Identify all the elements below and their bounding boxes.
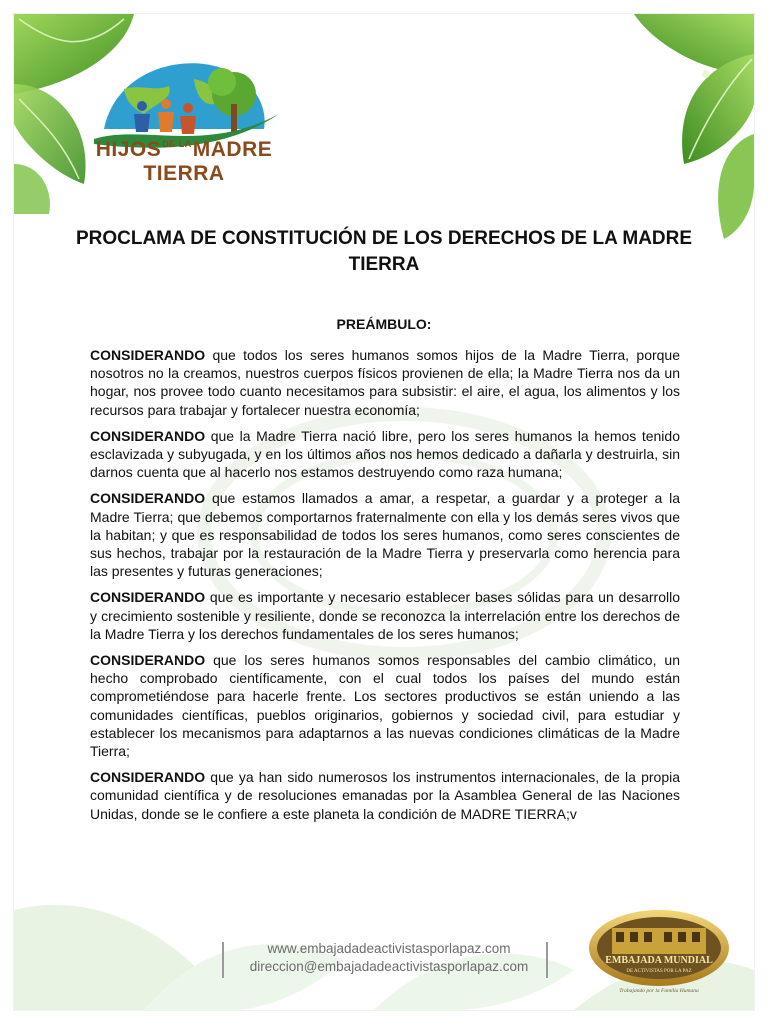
paragraph xyxy=(90,346,680,419)
paragraph xyxy=(90,588,680,643)
paragraph-lead: CONSIDERANDO xyxy=(90,652,206,669)
paragraph-lead: CONSIDERANDO xyxy=(90,490,206,507)
paragraph xyxy=(90,489,680,580)
paragraph-text: que la Madre Tierra nació libre, pero los seres humanos la hemos tenido esclavizada y subyugada, y en los últimos años nos hemos dedicado a dañarla y destruirla, sin darnos cuenta que al hacerlo nos estamos destruyendo como raza humana; xyxy=(90,427,680,481)
document-body xyxy=(90,346,680,831)
logo-wordmark xyxy=(84,138,284,186)
paragraph-text: que estamos llamados a amar, a respetar, a guardar y a proteger a la Madre Tierra; que debemos comportarnos fraternalmente con ella y los demás seres vivos que la habitan; y que es responsabilidad de todos los seres humanos, como seres conscientes de sus hechos, trabajar por la restauración de la Madre Tierra y preservarla como herencia para las presentes y futuras generaciones; xyxy=(90,490,680,580)
logo-word-hijos: HIJOS xyxy=(95,138,162,161)
paragraph-text: que es importante y necesario establecer bases sólidas para un desarrollo y crecimiento sostenible y resiliente, donde se reconozca la interrelación entre los derechos de la Madre Tierra y los derechos fundamentales de los seres humanos; xyxy=(90,589,680,642)
paragraph xyxy=(90,768,680,823)
paragraph xyxy=(90,427,680,482)
leaves-decoration-top-right xyxy=(614,14,754,244)
footer-divider-right xyxy=(546,942,548,978)
paragraph-text: que todos los seres humanos somos hijos de la Madre Tierra, porque nosotros no la creamos, nuestros cuerpos físicos provienen de ella; la Madre Tierra nos da un hogar, nos provee todo cuanto necesitamos para subsistir: el aire, el agua, los alimentos y los recursos para trabajar y fortalecer nuestra economía; xyxy=(90,347,680,418)
document-title: PROCLAMA DE CONSTITUCIÓN DE LOS DERECHOS DE LA MADRE TIERRA xyxy=(75,228,693,275)
paragraph-lead: CONSIDERANDO xyxy=(90,427,206,444)
paragraph-lead: CONSIDERANDO xyxy=(90,769,206,786)
email-link[interactable]: direccion@embajadadeactivistasporlapaz.com xyxy=(249,959,529,974)
paragraph-lead: CONSIDERANDO xyxy=(90,589,206,606)
logo-word-de-la: DE LA xyxy=(162,139,192,149)
seal-title: EMBAJADA MUNDIAL xyxy=(605,955,713,966)
seal-motto: Trabajando por la Familia Humana xyxy=(619,988,699,994)
document-page xyxy=(14,14,754,1010)
seal-subtitle: DE ACTIVISTAS POR LA PAZ xyxy=(626,969,692,974)
section-heading: PREÁMBULO: xyxy=(336,316,432,332)
paragraph xyxy=(90,651,680,760)
paragraph-text: que los seres humanos somos responsables del cambio climático, un hecho comprobado científicamente, con el cual todos los países del mundo están comprometiéndose para hacerle frente. Los sectores productivos se están uniendo a las comunidades científicas, pueblos originarios, gobiernos y sociedad civil, para estudiar y establecer los mecanismos para adaptarnos a las nuevas condiciones climáticas de la Madre Tierra; xyxy=(90,652,680,760)
embajada-mundial-seal xyxy=(584,906,734,996)
footer-contact xyxy=(224,940,554,976)
paragraph-text: que ya han sido numerosos los instrumentos internacionales, de la propia comunidad científica y de resoluciones emanadas por la Asamblea General de las Naciones Unidas, donde se le confiere a este planeta la condición de MADRE TIERRA;v xyxy=(90,769,680,822)
paragraph-lead: CONSIDERANDO xyxy=(90,347,206,363)
logo-word-madre-tierra: MADRE TIERRA xyxy=(143,138,273,185)
website-link[interactable]: www.embajadadeactivistasporlapaz.com xyxy=(267,941,511,956)
